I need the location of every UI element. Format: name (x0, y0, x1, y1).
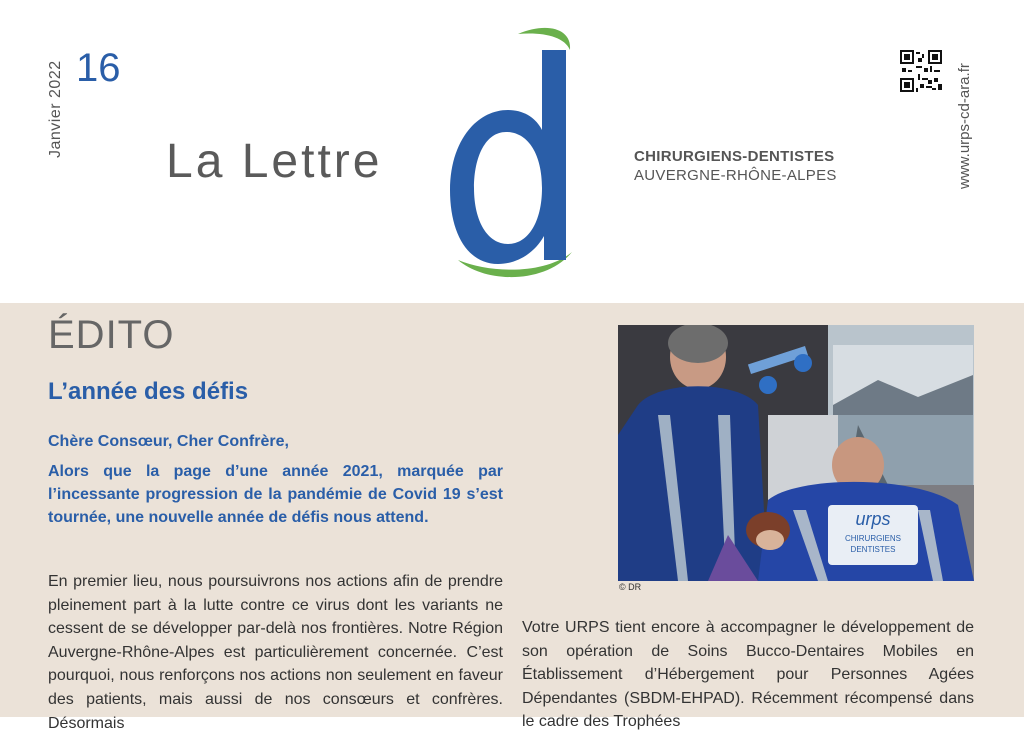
vest-logo-text: urps (855, 509, 891, 529)
photo-credit: © DR (619, 582, 642, 592)
urps-d-logo-icon (446, 22, 582, 278)
profession-label: CHIRURGIENS-DENTISTES (634, 148, 835, 165)
edito-body-right: Votre URPS tient encore à accompagner le développement de son opération de Soins Bucco-Dentaires Mobiles en Établissement d’Hébergement pour Personnes Agées Dépendantes (SBDM-EHPAD). Récemment récompensé dans le cadre des Trophées (522, 619, 974, 731)
qr-code-icon (900, 50, 942, 92)
issue-date: Janvier 2022 (47, 60, 64, 158)
issue-number: 16 (76, 46, 121, 90)
edito-greeting: Chère Consœur, Cher Confrère, (48, 433, 289, 450)
masthead (0, 0, 1024, 303)
dental-care-photo (618, 325, 974, 581)
newsletter-title: La Lettre (166, 135, 383, 188)
region-label: AUVERGNE-RHÔNE-ALPES (634, 167, 837, 184)
section-label: ÉDITO (48, 313, 175, 357)
vest-text-line1: CHIRURGIENS (844, 534, 902, 543)
edito-body-left: En premier lieu, nous poursuivrons nos actions afin de prendre pleinement part à la lutte contre ce virus dont les variants ne cessent de se développer par-delà nos frontières. Notre Région Auvergne-Rhône-Alpes est particulièrement concernée. C’est pourquoi, nous renforçons nos actions non seulement en faveur des patients, mais aussi de nos consœurs et confrères. Désormais (48, 573, 503, 732)
website-link[interactable]: www.urps-cd-ara.fr (956, 63, 973, 189)
edito-lead-paragraph: Alors que la page d’une année 2021, marquée par l’incessante progression de la pandémie de Covid 19 s’est tournée, une nouvelle année de défis nous attend. (48, 463, 503, 526)
vest-text-line2: DENTISTES (850, 545, 896, 554)
edito-headline: L’année des défis (48, 378, 249, 405)
